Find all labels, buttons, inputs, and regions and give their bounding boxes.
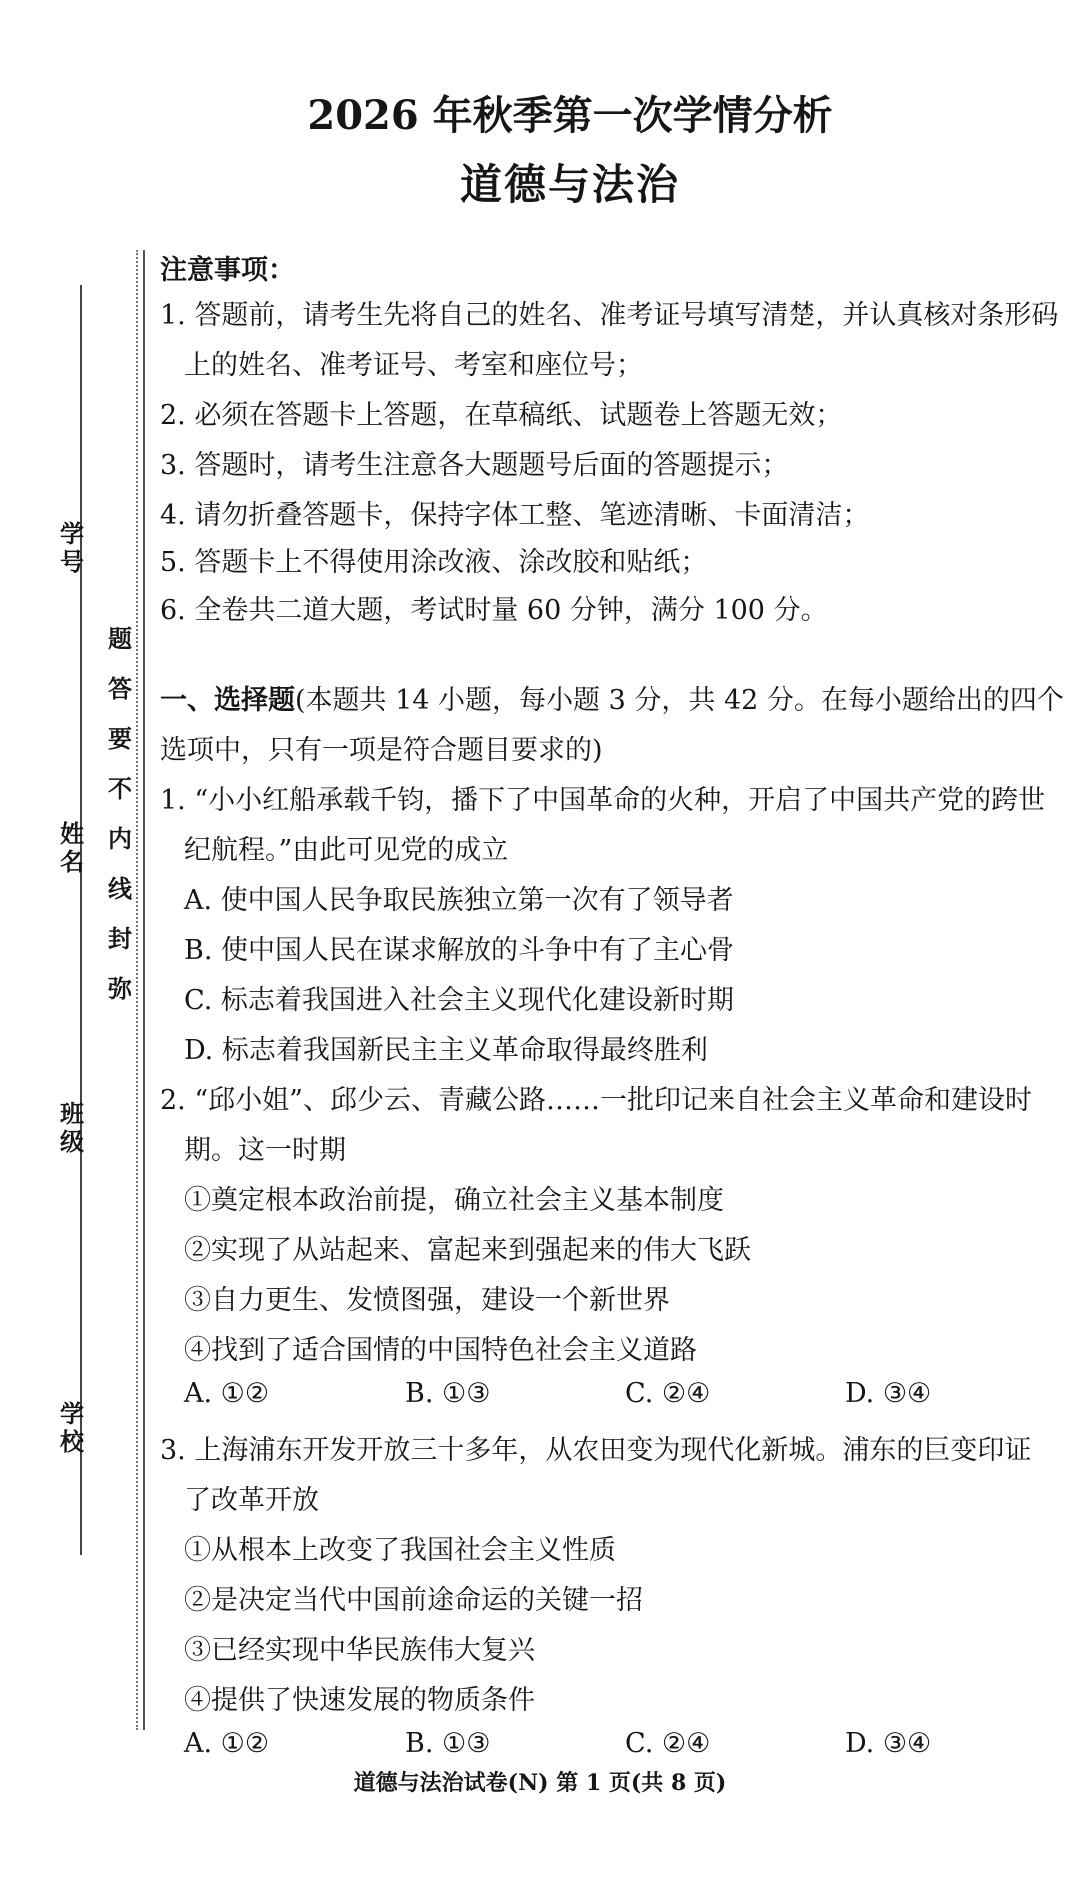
margin-label-class: 班 级 xyxy=(60,1099,84,1156)
choice: B. ①③ xyxy=(405,1378,491,1409)
option: D. 标志着我国新民主主义革命取得最终胜利 xyxy=(184,1035,708,1066)
seal-solid-line xyxy=(143,250,145,1730)
section-description: 选项中，只有一项是符合题目要求的) xyxy=(160,735,603,766)
option: B. 使中国人民在谋求解放的斗争中有了主心骨 xyxy=(184,935,735,966)
statement: ①奠定根本政治前提，确立社会主义基本制度 xyxy=(184,1185,724,1216)
statement: ②是决定当代中国前途命运的关键一招 xyxy=(184,1585,643,1616)
choice: B. ①③ xyxy=(405,1728,491,1759)
seal-dotted-line xyxy=(136,250,138,1730)
notice-item: 5. 答题卡上不得使用涂改液、涂改胶和贴纸； xyxy=(160,547,708,578)
section-heading: 一、选择题(本题共 14 小题，每小题 3 分，共 42 分。在每小题给出的四个 xyxy=(160,685,1064,716)
statement: ④找到了适合国情的中国特色社会主义道路 xyxy=(184,1335,697,1366)
question-stem: 2. “邱小姐”、邱少云、青藏公路……一批印记来自社会主义革命和建设时 xyxy=(160,1085,1032,1116)
statement: ③已经实现中华民族伟大复兴 xyxy=(184,1635,535,1666)
statement: ②实现了从站起来、富起来到强起来的伟大飞跃 xyxy=(184,1235,751,1266)
fill-in-line xyxy=(80,285,82,1555)
statement: ④提供了快速发展的物质条件 xyxy=(184,1685,535,1716)
choice: C. ②④ xyxy=(625,1728,711,1759)
choice: A. ①② xyxy=(184,1728,270,1759)
option: A. 使中国人民争取民族独立第一次有了领导者 xyxy=(184,885,734,916)
notice-item: 3. 答题时，请考生注意各大题题号后面的答题提示； xyxy=(160,450,789,481)
question-stem: 1. “小小红船承载千钧，播下了中国革命的火种，开启了中国共产党的跨世 xyxy=(160,785,1046,816)
choice: C. ②④ xyxy=(625,1378,711,1409)
notice-item: 上的姓名、准考证号、考室和座位号； xyxy=(184,350,643,381)
seal-warning: 题 答 要 不 内 线 封 弥 xyxy=(108,624,132,1003)
question-stem: 了改革开放 xyxy=(184,1485,319,1516)
question-stem: 纪航程。”由此可见党的成立 xyxy=(184,835,509,866)
margin-label-name: 姓 名 xyxy=(60,819,84,876)
notice-item: 6. 全卷共二道大题，考试时量 60 分钟，满分 100 分。 xyxy=(160,595,828,626)
margin-label-student-id: 学 号 xyxy=(60,519,84,576)
statement: ③自力更生、发愤图强，建设一个新世界 xyxy=(184,1285,670,1316)
margin-label-school: 学 校 xyxy=(60,1399,84,1456)
exam-title: 2026 年秋季第一次学情分析 xyxy=(307,92,833,139)
choice: A. ①② xyxy=(184,1378,270,1409)
question-stem: 期。这一时期 xyxy=(184,1135,346,1166)
subject-title: 道德与法治 xyxy=(459,160,680,209)
choice: D. ③④ xyxy=(845,1378,932,1409)
notice-heading: 注意事项： xyxy=(160,255,295,286)
notice-item: 1. 答题前，请考生先将自己的姓名、准考证号填写清楚，并认真核对条形码 xyxy=(160,300,1059,331)
question-stem: 3. 上海浦东开发开放三十多年，从农田变为现代化新城。浦东的巨变印证 xyxy=(160,1435,1032,1466)
notice-item: 2. 必须在答题卡上答题，在草稿纸、试题卷上答题无效； xyxy=(160,400,843,431)
notice-item: 4. 请勿折叠答题卡，保持字体工整、笔迹清晰、卡面清洁； xyxy=(160,500,870,531)
choice: D. ③④ xyxy=(845,1728,932,1759)
statement: ①从根本上改变了我国社会主义性质 xyxy=(184,1535,616,1566)
option: C. 标志着我国进入社会主义现代化建设新时期 xyxy=(184,985,734,1016)
page-footer: 道德与法治试卷(N) 第 1 页(共 8 页) xyxy=(353,1770,727,1796)
